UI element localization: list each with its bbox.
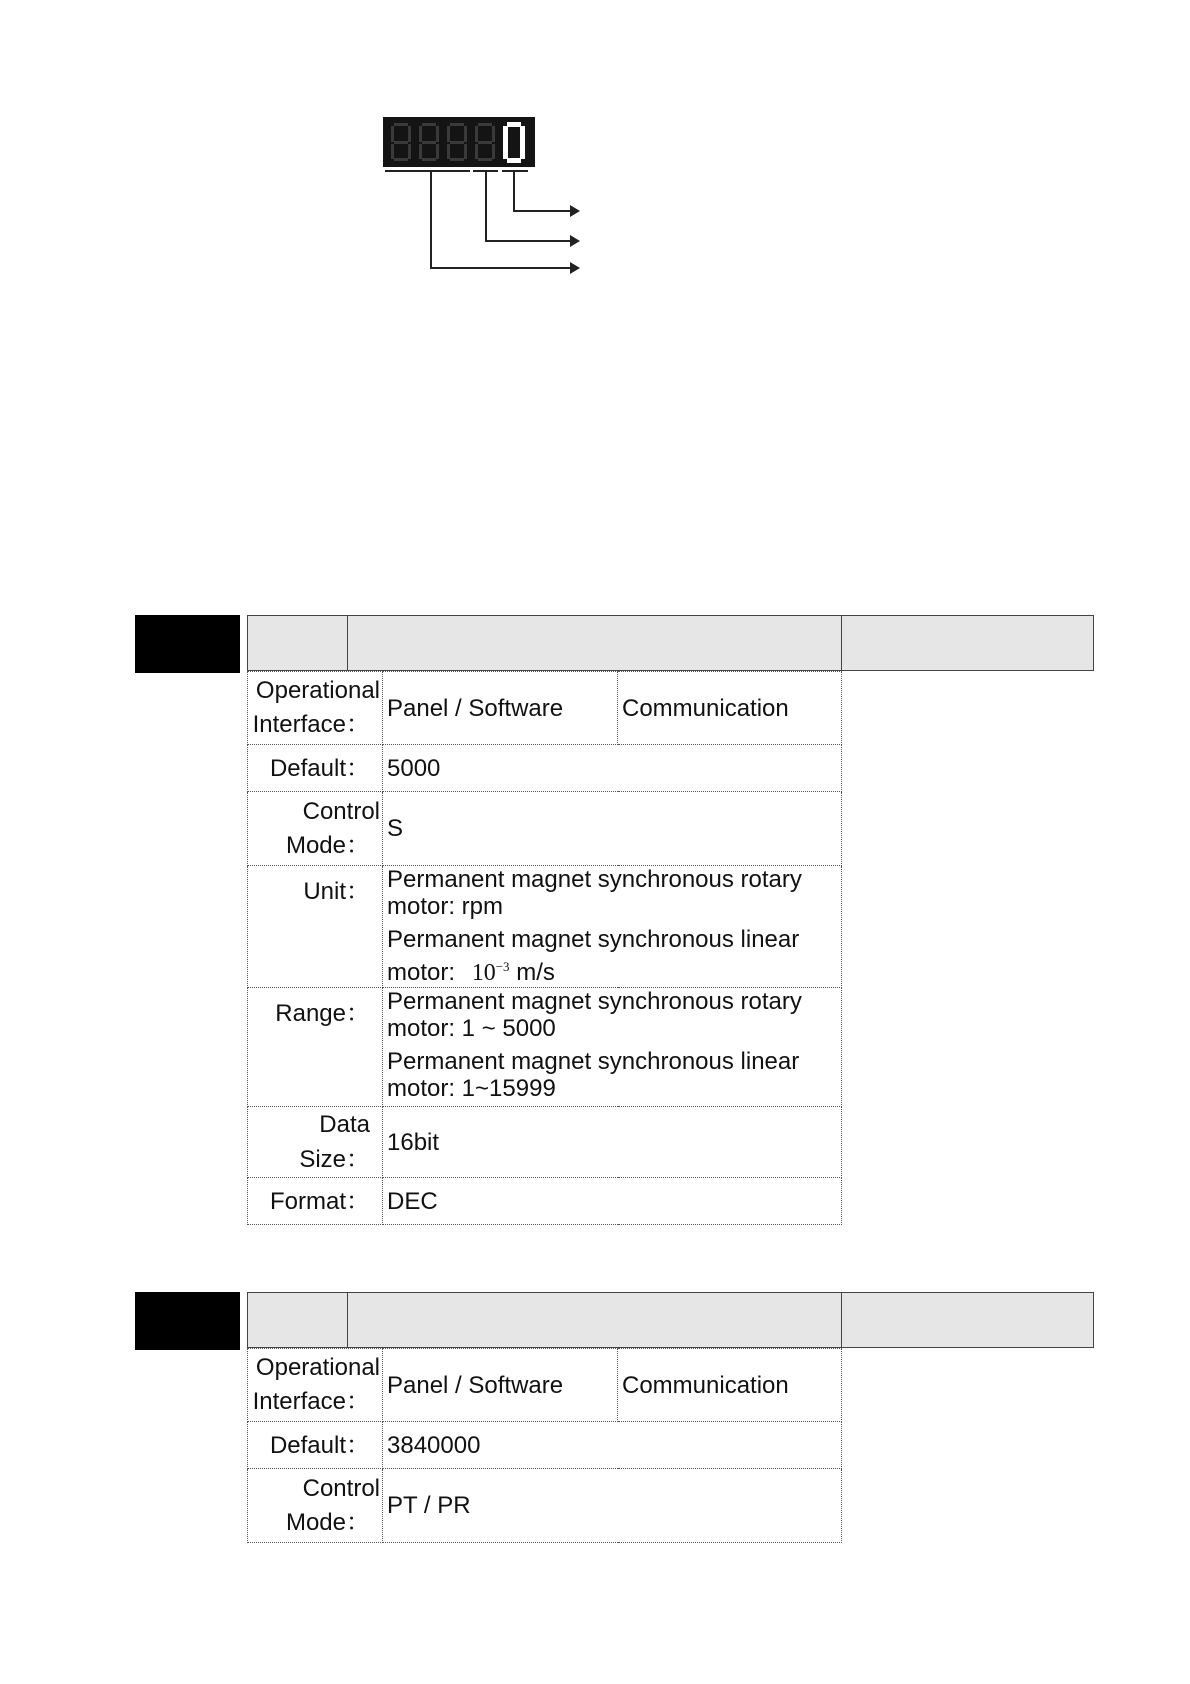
digit-dim-4 <box>475 123 495 161</box>
digit-dim-2 <box>419 123 439 161</box>
operational-label-line1: Operational <box>255 1354 380 1381</box>
header-code-cell <box>247 1292 348 1348</box>
control-label-line1: Control <box>302 1474 380 1502</box>
row-default <box>248 1422 842 1469</box>
row-format <box>248 1178 842 1225</box>
range-linear-text: Permanent magnet synchronous linear motor: 1~15999 <box>387 1048 800 1102</box>
control-label-line2: Mode： <box>285 831 370 859</box>
digit-dim-1 <box>391 123 411 161</box>
row-unit <box>248 866 842 988</box>
row-operational-interface <box>248 672 842 745</box>
unit-rotary-text: Permanent magnet synchronous rotary motor: rpm <box>387 866 802 920</box>
control-mode-label <box>248 1469 383 1543</box>
operational-label-line1: Operational <box>255 677 380 704</box>
unit-linear-text <box>387 926 841 987</box>
control-label-line2: Mode： <box>285 1508 370 1536</box>
unit-label: Unit： <box>248 866 383 988</box>
unit-linear-suffix: m/s <box>516 959 555 986</box>
range-value <box>383 988 842 1107</box>
operational-label-line2: Interface： <box>252 1388 370 1415</box>
default-label: Default： <box>248 745 383 792</box>
header-address-cell <box>842 1292 1094 1348</box>
control-label-line1: Control <box>302 797 380 825</box>
row-data-size <box>248 1107 842 1178</box>
operational-panel-value: Panel / Software <box>383 1349 618 1422</box>
unit-value <box>383 866 842 988</box>
range-rotary-text: Permanent magnet synchronous rotary motor: 1 ~ 5000 <box>387 988 802 1042</box>
row-operational-interface <box>248 1349 842 1422</box>
unit-linear-exponent: −3 <box>495 959 510 974</box>
control-mode-value: S <box>383 792 842 866</box>
range-label: Range： <box>248 988 383 1107</box>
format-label: Format： <box>248 1178 383 1225</box>
operational-interface-label <box>248 672 383 745</box>
control-mode-value: PT / PR <box>383 1469 842 1543</box>
default-label: Default： <box>248 1422 383 1469</box>
operational-comm-value: Communication <box>618 1349 842 1422</box>
row-range <box>248 988 842 1107</box>
unit-linear-base: 10 <box>471 960 496 986</box>
seven-segment-display <box>383 117 535 167</box>
operational-interface-label <box>248 1349 383 1422</box>
data-size-value: 16bit <box>383 1107 842 1178</box>
default-value: 3840000 <box>383 1422 842 1469</box>
row-default <box>248 745 842 792</box>
parameter-tab-2 <box>135 1292 240 1350</box>
row-control-mode <box>248 792 842 866</box>
data-size-label: Data Size： <box>248 1107 383 1178</box>
control-mode-label <box>248 792 383 866</box>
format-value: DEC <box>383 1178 842 1225</box>
header-name-cell <box>348 615 842 671</box>
digit-lit-zero <box>503 122 525 163</box>
seven-segment-digits <box>383 117 535 167</box>
parameter-table-2 <box>247 1348 842 1543</box>
unit-linear-prefix: Permanent magnet synchronous linear motor: <box>387 926 800 986</box>
operational-label-line2: Interface： <box>252 711 370 738</box>
digit-dim-3 <box>447 123 467 161</box>
header-code-cell <box>247 615 348 671</box>
header-name-cell <box>348 1292 842 1348</box>
display-connector-diagram <box>380 165 580 275</box>
operational-panel-value: Panel / Software <box>383 672 618 745</box>
row-control-mode <box>248 1469 842 1543</box>
operational-comm-value: Communication <box>618 672 842 745</box>
parameter-tab-1 <box>135 615 240 673</box>
parameter-header-2 <box>247 1292 1094 1348</box>
default-value: 5000 <box>383 745 842 792</box>
parameter-table-1 <box>247 671 842 1225</box>
parameter-header-1 <box>247 615 1094 671</box>
header-address-cell <box>842 615 1094 671</box>
